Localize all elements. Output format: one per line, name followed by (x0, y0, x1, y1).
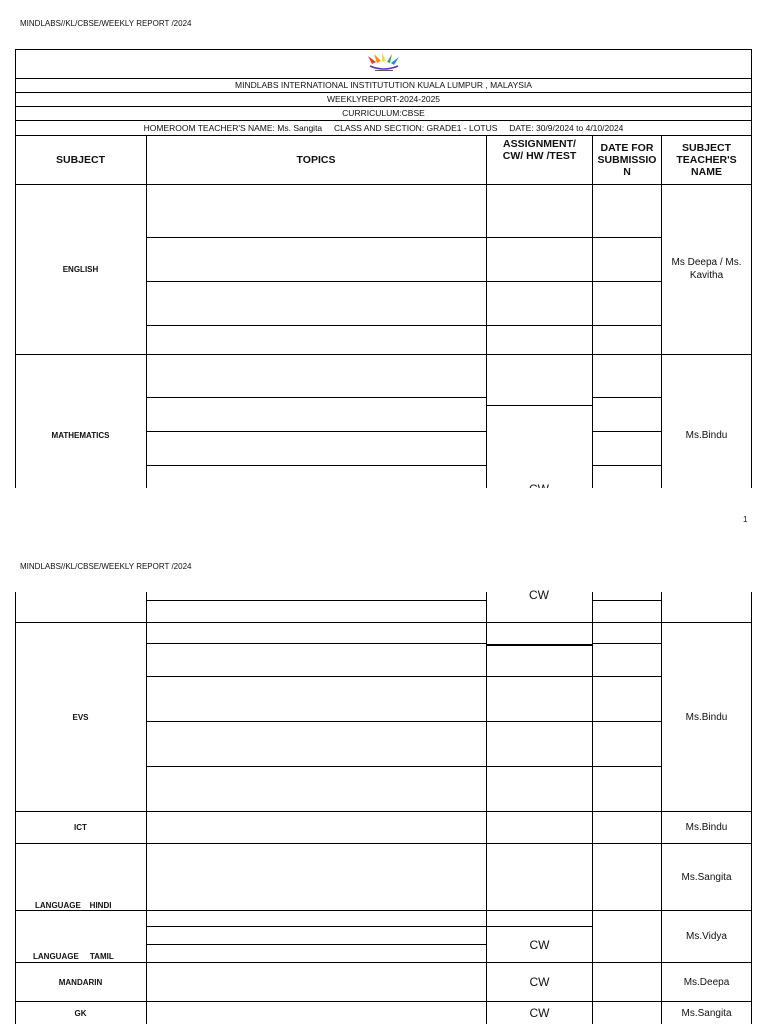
subject-gk: GK (74, 1008, 87, 1018)
subject-english: ENGLISH (62, 264, 99, 274)
teacher-hindi: Ms.Sangita (681, 871, 732, 883)
col-header-topics: TOPICS (296, 153, 336, 166)
page-number: 1 (743, 515, 748, 524)
document-reference: MINDLABS//KL/CBSE/WEEKLY REPORT /2024 (20, 19, 192, 28)
col-header-subject: SUBJECT (55, 153, 105, 166)
teacher-ict: Ms.Bindu (685, 822, 728, 833)
teacher-tamil: Ms.Vidya (686, 931, 727, 942)
logo-caption (0, 0, 1, 1)
teacher-english: Ms Deepa / Ms. Kavitha (671, 257, 742, 281)
school-logo (364, 52, 404, 76)
assignment-mandarin: CW (529, 975, 550, 989)
col-header-teacher: SUBJECT TEACHER'S NAME (676, 141, 737, 179)
subject-hindi: LANGUAGE HINDI (35, 901, 112, 910)
subject-mandarin: MANDARIN (58, 977, 103, 987)
assignment-continued: CW (529, 588, 549, 602)
curriculum: CURRICULUM:CBSE (342, 108, 425, 118)
assignment-tamil: CW (529, 937, 550, 952)
subject-tamil: LANGUAGE TAMIL (33, 952, 114, 961)
teacher-evs: Ms.Bindu (685, 711, 728, 723)
subject-evs: EVS (72, 712, 89, 722)
assignment-gk: CW (529, 1006, 550, 1020)
col-header-assignment: ASSIGNMENT/ CW/ HW /TEST (502, 138, 577, 163)
school-title: MINDLABS INTERNATIONAL INSTITUTUTION KUALA LUMPUR , MALAYSIA (235, 80, 532, 90)
teacher-gk: Ms.Sangita (681, 1007, 732, 1019)
homeroom-info: HOMEROOM TEACHER'S NAME: Ms. Sangita CLASS AND SECTION: GRADE1 - LOTUS DATE: 30/9/2024 to 4/10/2024 (143, 123, 624, 133)
teacher-mandarin: Ms.Deepa (683, 976, 730, 988)
subject-mathematics: MATHEMATICS (51, 430, 110, 440)
document-reference-page2: MINDLABS//KL/CBSE/WEEKLY REPORT /2024 (20, 562, 192, 571)
teacher-mathematics: Ms.Bindu (685, 429, 728, 441)
col-header-date: DATE FOR SUBMISSIO N (597, 141, 657, 179)
subject-ict: ICT (74, 823, 87, 832)
report-title: WEEKLYREPORT-2024-2025 (326, 94, 441, 104)
